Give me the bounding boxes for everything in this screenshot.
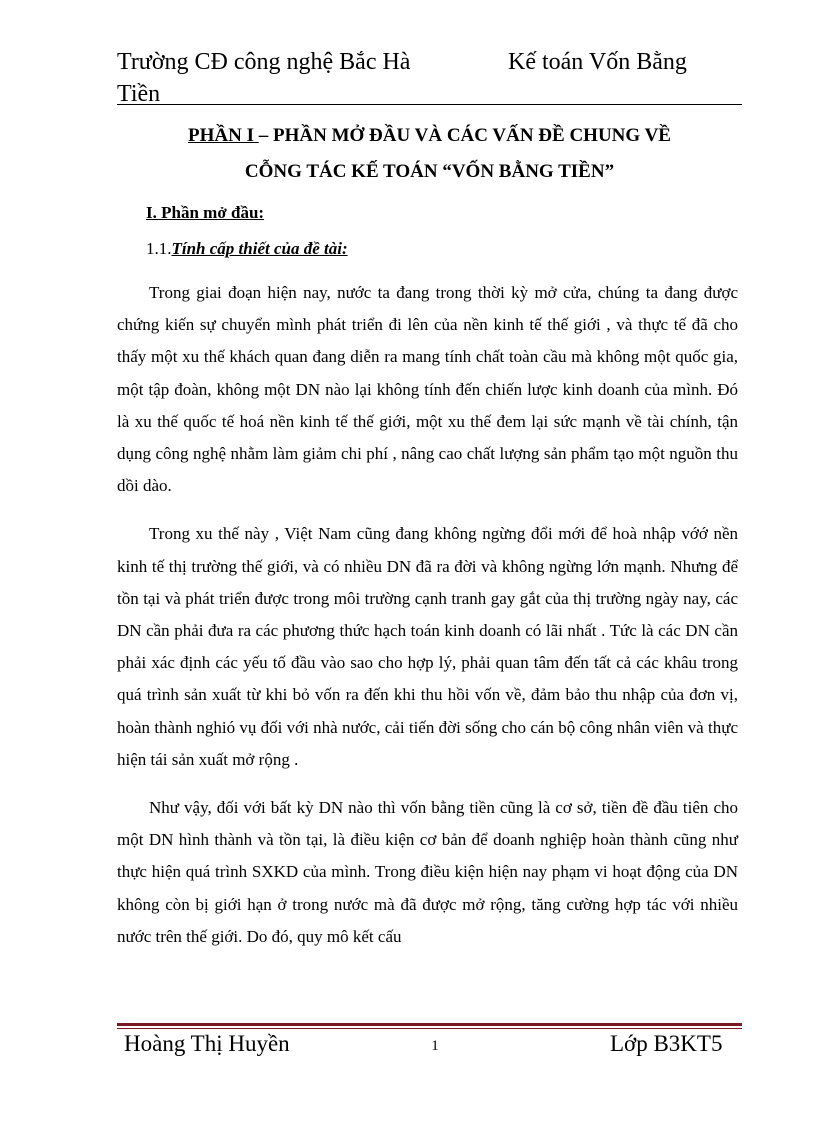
subsection-number: 1.1. bbox=[146, 239, 172, 258]
header-course-title: Kế toán Vốn Bằng bbox=[508, 49, 687, 75]
section-heading: I. Phần mở đầu: bbox=[146, 203, 265, 222]
part-title-line1 bbox=[117, 125, 742, 147]
header-school-line2: Tiền bbox=[117, 81, 161, 107]
body-text bbox=[117, 277, 738, 969]
footer-author: Hoàng Thị Huyền bbox=[124, 1031, 290, 1056]
header-school-line1: Trường CĐ công nghệ Bắc Hà bbox=[117, 49, 411, 75]
paragraph-1: Trong giai đoạn hiện nay, nước ta đang trong thời kỳ mở cửa, chúng ta đang được chứng kiến sự chuyển mình phát triển đi lên của nền kinh tế thế giới , và thực tế đã cho thấy một xu thế khách quan đang diễn ra mang tính chất toàn cầu mà không một quốc gia, một tập đoàn, không một DN nào lại không tính đến chiến lược kinh doanh của mình. Đó là xu thế quốc tế hoá nền kinh tế thế giới, một xu thế đem lại sức mạnh về tài chính, tận dụng công nghệ nhằm làm giảm chi phí , nâng cao chất lượng sản phẩm tạo một nguồn thu dồi dào. bbox=[117, 283, 738, 496]
paragraph-3: Như vậy, đối với bất kỳ DN nào thì vốn bằng tiền cũng là cơ sở, tiền đề đầu tiên cho một DN hình thành và tồn tại, là điều kiện cơ bản để doanh nghiệp hoàn thành cũng như thực hiện quá trình SXKD của mình. Trong điều kiện hiện nay phạm vi hoạt động của DN không còn bị giới hạn ở trong nước mà đã được mở rộng, tăng cường hợp tác với nhiều nước trên thế giới. Do đó, quy mô kết cấu bbox=[117, 798, 738, 946]
header-school-name bbox=[117, 46, 447, 110]
paragraph-2: Trong xu thế này , Việt Nam cũng đang không ngừng đổi mới để hoà nhập vớớ nền kinh tế thị trường thế giới, và có nhiều DN đã ra đời và không ngừng lớn mạnh. Nhưng để tồn tại và phát triển được trong môi trường cạnh tranh gay gắt của thị trường ngày nay, các DN cần phải đưa ra các phương thức hạch toán kinh doanh có lãi nhất . Tức là các DN cần phải xác định các yếu tố đầu vào sao cho hợp lý, phải quan tâm đến tất cả các khâu trong quá trình sản xuất từ khi bỏ vốn ra đến khi thu hồi vốn về, đảm bảo thu nhập của đơn vị, hoàn thành nghió vụ đối với nhà nước, cải tiến đời sống cho cán bộ công nhân viên và thực hiện tái sản xuất mở rộng . bbox=[117, 524, 738, 769]
footer-class: Lớp B3KT5 bbox=[610, 1031, 723, 1056]
footer-divider-thin bbox=[117, 1028, 742, 1029]
part-title-rest: – PHẦN MỞ ĐẦU VÀ CÁC VẤN ĐỀ CHUNG VỀ bbox=[258, 125, 671, 146]
footer-page-number: 1 bbox=[431, 1038, 439, 1054]
part-label: PHẦN I bbox=[188, 125, 259, 146]
header-divider bbox=[117, 104, 742, 105]
subsection-title: Tính cấp thiết của đề tài: bbox=[171, 239, 348, 258]
subsection-heading bbox=[146, 239, 348, 259]
footer-divider-thick bbox=[117, 1023, 742, 1026]
part-title-line2: CỖNG TÁC KẾ TOÁN “VỐN BẰNG TIỀN” bbox=[244, 161, 615, 182]
